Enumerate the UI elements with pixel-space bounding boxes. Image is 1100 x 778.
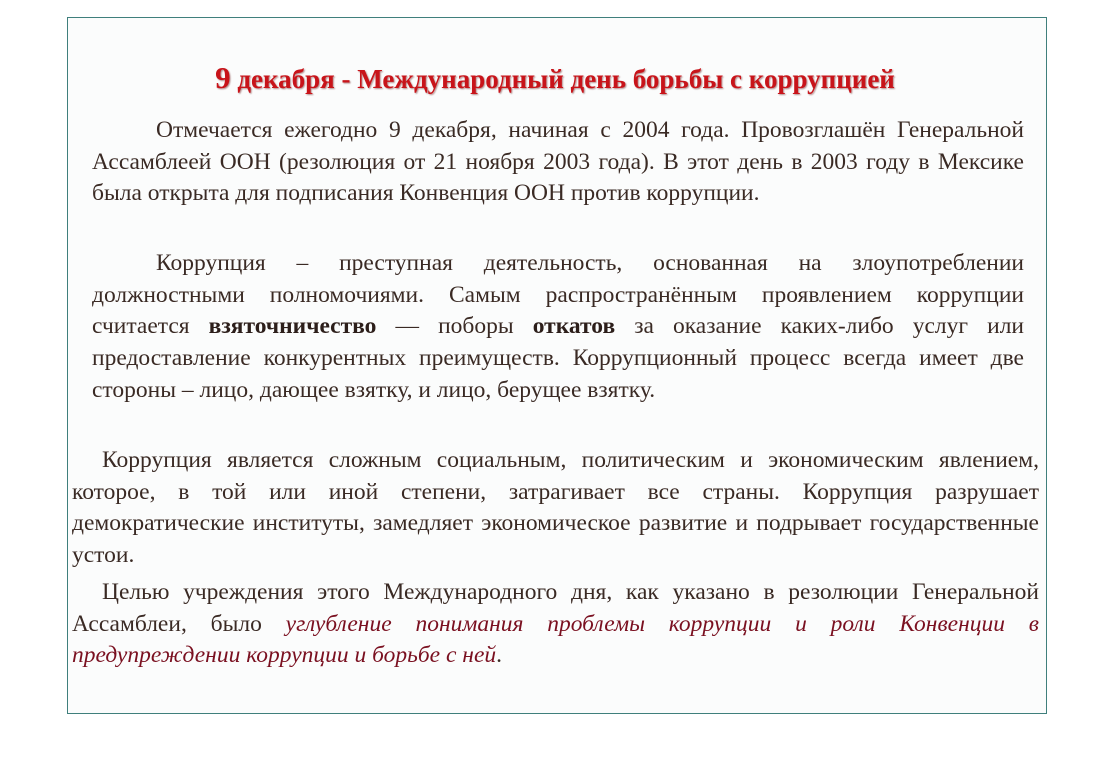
term-bribery: взяточничество (208, 313, 377, 340)
page-title (70, 58, 1040, 99)
term-kickbacks: откатов (532, 313, 616, 340)
paragraph-purpose (72, 577, 1039, 672)
title-separator: - (341, 64, 351, 94)
title-month-word: декабря (237, 64, 335, 94)
title-day-number: 9 (215, 60, 231, 95)
definition-text-mid: — поборы (376, 313, 533, 340)
paragraph-history: Отмечается ежегодно 9 декабря, начиная с 2004 года. Провозглашён Генеральной Ассамблеей ООН (резолюция от 21 ноября 2003 года). В этот день в 2003 году в Мексике была открыта для подписания Конвенция ООН против коррупции. (92, 117, 1024, 207)
title-text: Международный день борьбы с коррупцией (357, 64, 895, 94)
purpose-text-start: Целью учреждения этого Международного дня, как указано в резолюции Генеральной Ассамблеи, было (72, 579, 1039, 637)
paragraph-definition (92, 248, 1024, 407)
definition-text-end: за оказание каких-либо услуг или предоставление конкурентных преимуществ. Коррупционный процесс всегда имеет две стороны – лицо, дающее взятку, и лицо, берущее взятку. (92, 313, 1024, 403)
paragraph-impact: Коррупция является сложным социальным, политическим и экономическим явлением, которое, в той или иной степени, затрагивает все страны. Коррупция разрушает демократические институты, замедляет экономическое развитие и подрывает государственные устои. (72, 447, 1039, 569)
purpose-text-end: . (496, 642, 503, 669)
definition-text-start: Коррупция – преступная деятельность, основанная на злоупотреблении должностными полномочиями. Самым распространённым проявлением коррупции считается (92, 250, 1024, 340)
purpose-italic-goal: углубление понимания проблемы коррупции и роли Конвенции в предупреждении коррупции и борьбе с ней (72, 610, 1040, 669)
